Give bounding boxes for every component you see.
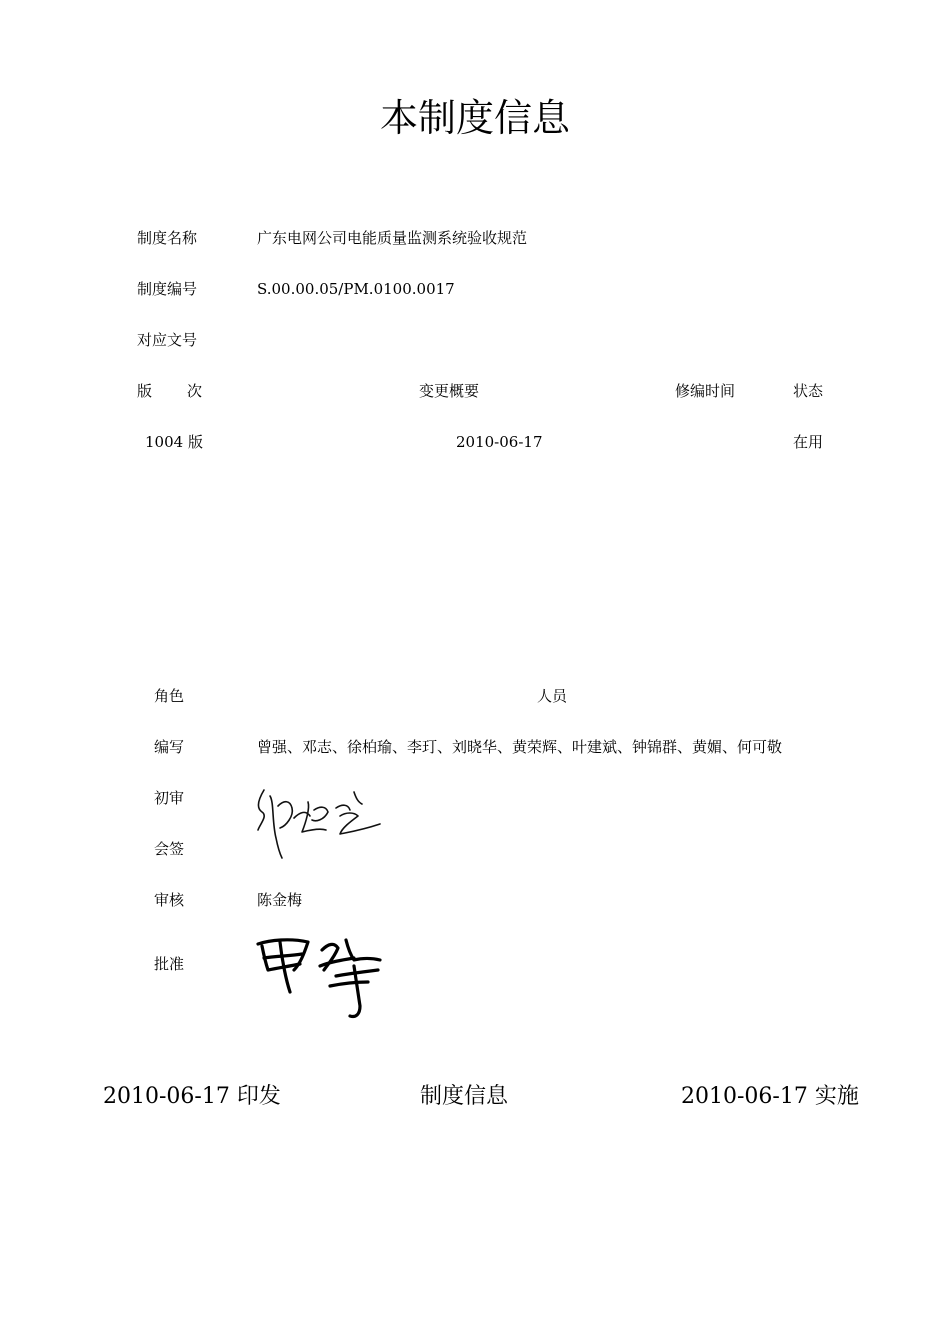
effective-label: 实施: [814, 1084, 859, 1109]
approval-signature: [250, 930, 390, 1026]
issue-date: 2010-06-17: [103, 1084, 230, 1109]
regulation-code-label: 制度编号: [137, 280, 198, 298]
document-number-label: 对应文号: [137, 331, 198, 349]
role-initial-review: 初审: [154, 789, 185, 807]
author-names: 曾强、邓志、徐柏瑜、李玎、刘晓华、黄荣辉、叶建斌、钟锦群、黄媚、何可敬: [257, 738, 783, 756]
version-header-part1: 版: [137, 382, 153, 400]
initial-review-signature: [250, 782, 390, 862]
auditor-name: 陈金梅: [257, 891, 303, 909]
role-audit: 审核: [154, 891, 185, 909]
status-cell: 在用: [793, 433, 824, 451]
footer-effective: [681, 1083, 859, 1111]
regulation-name-label: 制度名称: [137, 229, 198, 247]
change-summary-header: 变更概要: [419, 382, 480, 400]
status-header: 状态: [793, 382, 824, 400]
version-header-part2: 次: [187, 382, 203, 400]
role-approve: 批准: [154, 955, 185, 973]
regulation-code-value: S.00.00.05/PM.0100.0017: [257, 280, 455, 298]
footer-center-title: 制度信息: [420, 1084, 509, 1109]
role-countersign: 会签: [154, 840, 185, 858]
issue-label: 印发: [236, 1084, 281, 1109]
effective-date: 2010-06-17: [681, 1084, 808, 1109]
footer-issue: [103, 1083, 281, 1111]
regulation-name-value: 广东电网公司电能质量监测系统验收规范: [257, 229, 528, 247]
role-header: 角色: [154, 687, 185, 705]
date-cell: 2010-06-17: [456, 433, 543, 451]
page-title: 本制度信息: [379, 96, 570, 140]
version-cell: 1004 版: [145, 433, 203, 451]
role-author: 编写: [154, 738, 185, 756]
revision-time-header: 修编时间: [675, 382, 736, 400]
person-header: 人员: [537, 687, 568, 705]
